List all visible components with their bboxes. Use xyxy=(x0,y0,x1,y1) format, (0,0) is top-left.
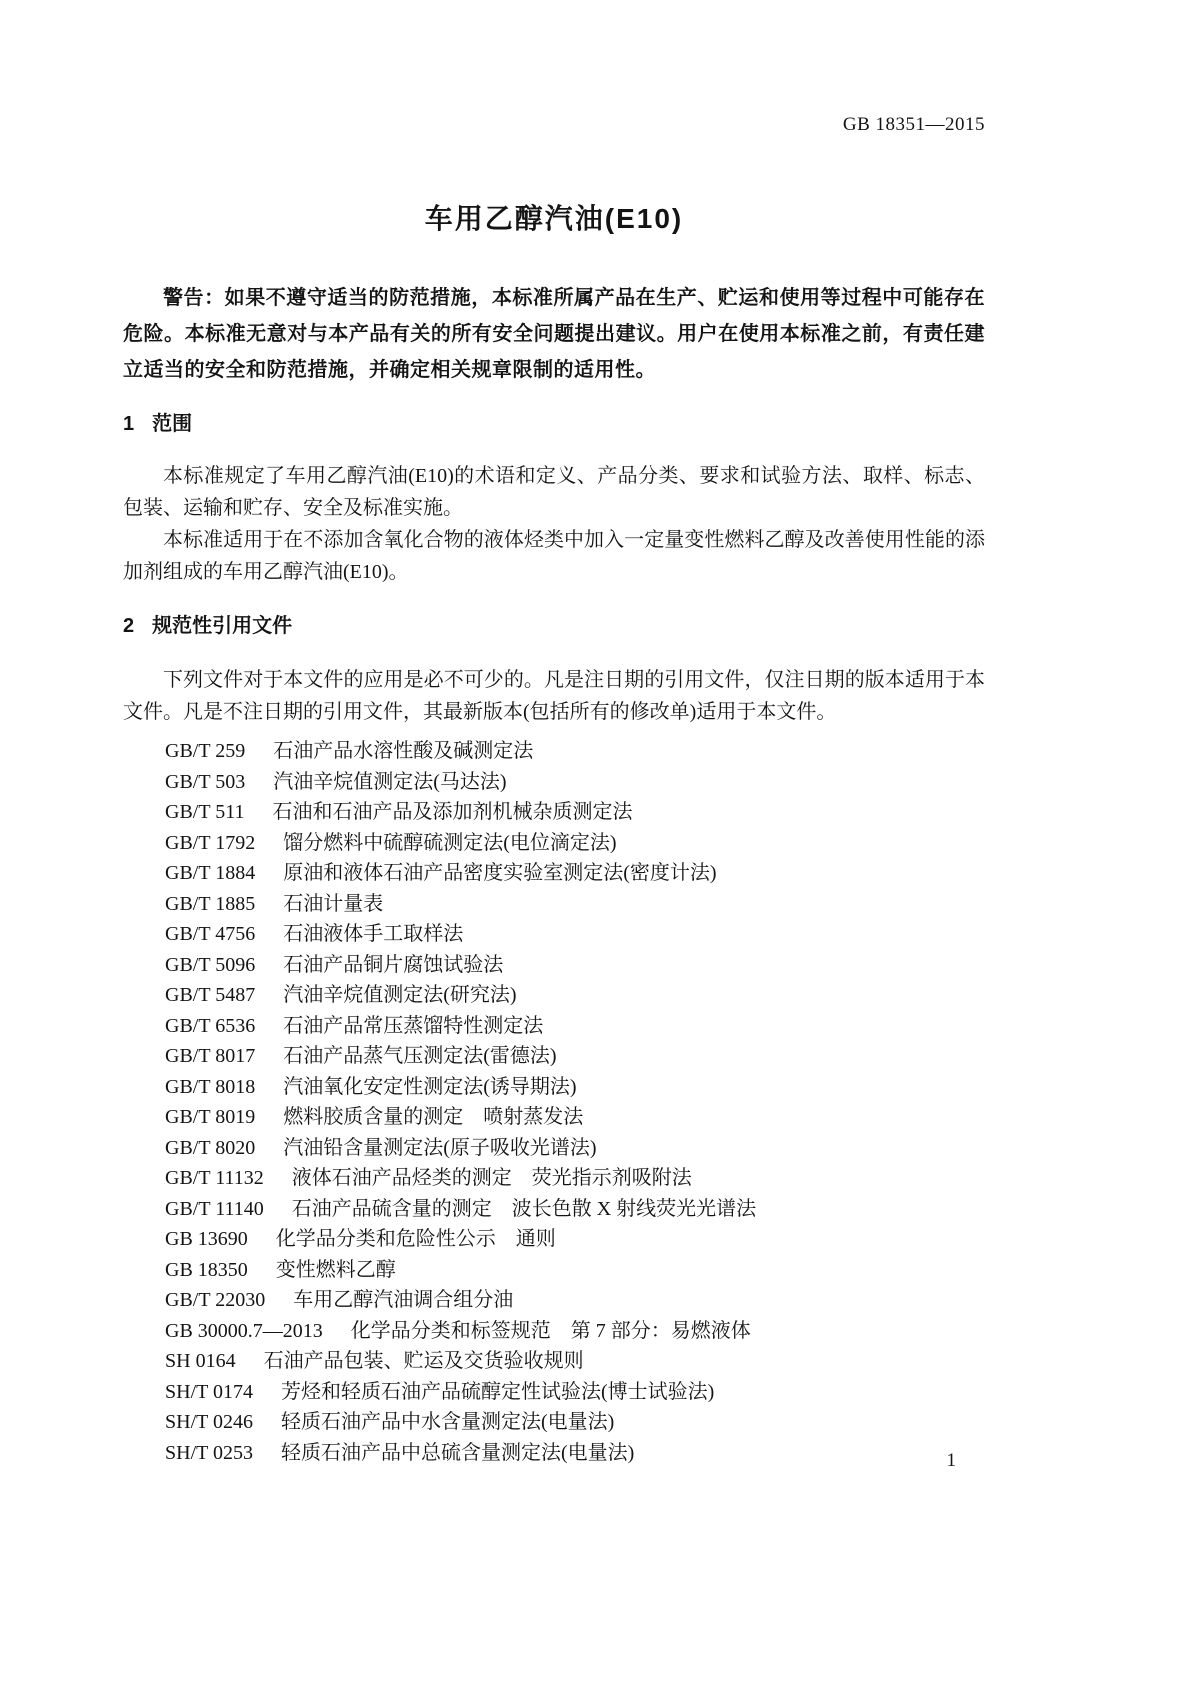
reference-item xyxy=(165,1072,985,1103)
reference-title: 液体石油产品烃类的测定 荧光指示剂吸附法 xyxy=(291,1167,692,1189)
reference-code: GB/T 4756 xyxy=(165,923,256,945)
reference-code: GB/T 6536 xyxy=(165,1014,256,1037)
reference-item xyxy=(165,1041,985,1072)
reference-title: 轻质石油产品中总硫含量测定法(电量法) xyxy=(280,1441,635,1464)
reference-code: GB/T 8017 xyxy=(165,1045,256,1067)
reference-title: 原油和液体石油产品密度实验室测定法(密度计法) xyxy=(283,862,717,884)
reference-code: GB/T 22030 xyxy=(165,1289,266,1311)
reference-code: GB/T 1884 xyxy=(165,862,256,884)
scope-paragraph-1: 本标准规定了车用乙醇汽油(E10)的术语和定义、产品分类、要求和试验方法、取样、标志、包装、运输和贮存、安全及标准实施。 xyxy=(123,465,985,519)
reference-code: GB/T 259 xyxy=(165,740,246,762)
reference-item xyxy=(165,1438,985,1469)
reference-code: SH 0164 xyxy=(165,1350,236,1372)
reference-title: 石油产品包装、贮运及交货验收规则 xyxy=(263,1350,584,1372)
reference-code: GB/T 5096 xyxy=(165,953,256,976)
reference-item xyxy=(165,828,985,859)
reference-title: 石油计量表 xyxy=(283,892,384,915)
reference-code: SH/T 0253 xyxy=(165,1441,253,1464)
reference-code: GB 30000.7—2013 xyxy=(165,1319,323,1342)
reference-item xyxy=(165,889,985,920)
section-1-body xyxy=(123,460,985,588)
scope-paragraph-2: 本标准适用于在不添加含氧化合物的液体烃类中加入一定量变性燃料乙醇及改善使用性能的添加剂组成的车用乙醇汽油(E10)。 xyxy=(123,529,985,583)
reference-item xyxy=(165,919,985,950)
reference-item xyxy=(165,1255,985,1286)
reference-code: GB/T 11140 xyxy=(165,1197,264,1220)
reference-item xyxy=(165,1163,985,1194)
reference-title: 汽油辛烷值测定法(马达法) xyxy=(273,770,507,793)
page-number: 1 xyxy=(946,1450,956,1471)
reference-code: GB/T 8018 xyxy=(165,1075,256,1098)
reference-item xyxy=(165,950,985,981)
reference-title: 石油液体手工取样法 xyxy=(283,923,464,945)
section-2-number: 2 xyxy=(123,615,135,637)
reference-title: 石油产品常压蒸馏特性测定法 xyxy=(283,1014,544,1037)
references-intro-paragraph: 下列文件对于本文件的应用是必不可少的。凡是注日期的引用文件，仅注日期的版本适用于本文件。凡是不注日期的引用文件，其最新版本(包括所有的修改单)适用于本文件。 xyxy=(123,669,985,723)
section-2-body xyxy=(123,664,985,728)
reference-title: 变性燃料乙醇 xyxy=(275,1258,396,1281)
reference-code: GB/T 511 xyxy=(165,801,245,823)
reference-item xyxy=(165,858,985,889)
reference-title: 汽油辛烷值测定法(研究法) xyxy=(283,984,517,1006)
reference-title: 化学品分类和标签规范 第 7 部分：易燃液体 xyxy=(350,1319,751,1342)
reference-item xyxy=(165,1407,985,1438)
reference-title: 燃料胶质含量的测定 喷射蒸发法 xyxy=(283,1106,584,1128)
reference-code: GB/T 1792 xyxy=(165,831,256,854)
reference-title: 石油产品铜片腐蚀试验法 xyxy=(283,953,504,976)
references-list xyxy=(165,736,985,1468)
reference-title: 轻质石油产品中水含量测定法(电量法) xyxy=(280,1411,615,1433)
reference-item xyxy=(165,1011,985,1042)
section-1-heading xyxy=(123,412,985,436)
reference-code: GB/T 503 xyxy=(165,770,246,793)
reference-item xyxy=(165,1194,985,1225)
reference-item xyxy=(165,1346,985,1377)
reference-code: GB/T 1885 xyxy=(165,892,256,915)
reference-code: GB/T 11132 xyxy=(165,1167,264,1189)
reference-code: SH/T 0174 xyxy=(165,1380,253,1403)
reference-title: 石油产品蒸气压测定法(雷德法) xyxy=(283,1045,557,1067)
reference-code: GB 13690 xyxy=(165,1228,248,1250)
section-2-heading xyxy=(123,614,985,638)
reference-title: 石油和石油产品及添加剂机械杂质测定法 xyxy=(272,801,633,823)
reference-title: 芳烃和轻质石油产品硫醇定性试验法(博士试验法) xyxy=(280,1380,715,1403)
section-scope xyxy=(123,412,985,588)
standard-number: GB 18351—2015 xyxy=(842,114,985,135)
reference-item xyxy=(165,1377,985,1408)
reference-code: GB 18350 xyxy=(165,1258,248,1281)
reference-item xyxy=(165,980,985,1011)
section-normative-references xyxy=(123,614,985,1468)
reference-item xyxy=(165,1133,985,1164)
reference-title: 车用乙醇汽油调合组分油 xyxy=(293,1289,514,1311)
reference-title: 汽油氧化安定性测定法(诱导期法) xyxy=(283,1075,577,1098)
reference-title: 馏分燃料中硫醇硫测定法(电位滴定法) xyxy=(283,831,617,854)
reference-item xyxy=(165,797,985,828)
reference-title: 石油产品水溶性酸及碱测定法 xyxy=(273,740,534,762)
document-title: 车用乙醇汽油(E10) xyxy=(424,203,684,234)
reference-item xyxy=(165,736,985,767)
section-2-title: 规范性引用文件 xyxy=(152,615,293,637)
reference-item xyxy=(165,1102,985,1133)
section-1-title: 范围 xyxy=(152,413,193,435)
reference-title: 化学品分类和危险性公示 通则 xyxy=(275,1228,556,1250)
reference-item xyxy=(165,1316,985,1347)
reference-code: GB/T 8020 xyxy=(165,1136,256,1159)
reference-code: GB/T 5487 xyxy=(165,984,256,1006)
reference-title: 石油产品硫含量的测定 波长色散 X 射线荧光光谱法 xyxy=(291,1197,757,1220)
warning-paragraph: 警告：如果不遵守适当的防范措施，本标准所属产品在生产、贮运和使用等过程中可能存在危险。本标准无意对与本产品有关的所有安全问题提出建议。用户在使用本标准之前，有责任建立适当的安全和防范措施，并确定相关规章限制的适用性。 xyxy=(123,287,985,381)
reference-code: SH/T 0246 xyxy=(165,1411,253,1433)
reference-item xyxy=(165,767,985,798)
reference-code: GB/T 8019 xyxy=(165,1106,256,1128)
reference-item xyxy=(165,1285,985,1316)
reference-item xyxy=(165,1224,985,1255)
section-1-number: 1 xyxy=(123,413,135,435)
reference-title: 汽油铅含量测定法(原子吸收光谱法) xyxy=(283,1136,597,1159)
